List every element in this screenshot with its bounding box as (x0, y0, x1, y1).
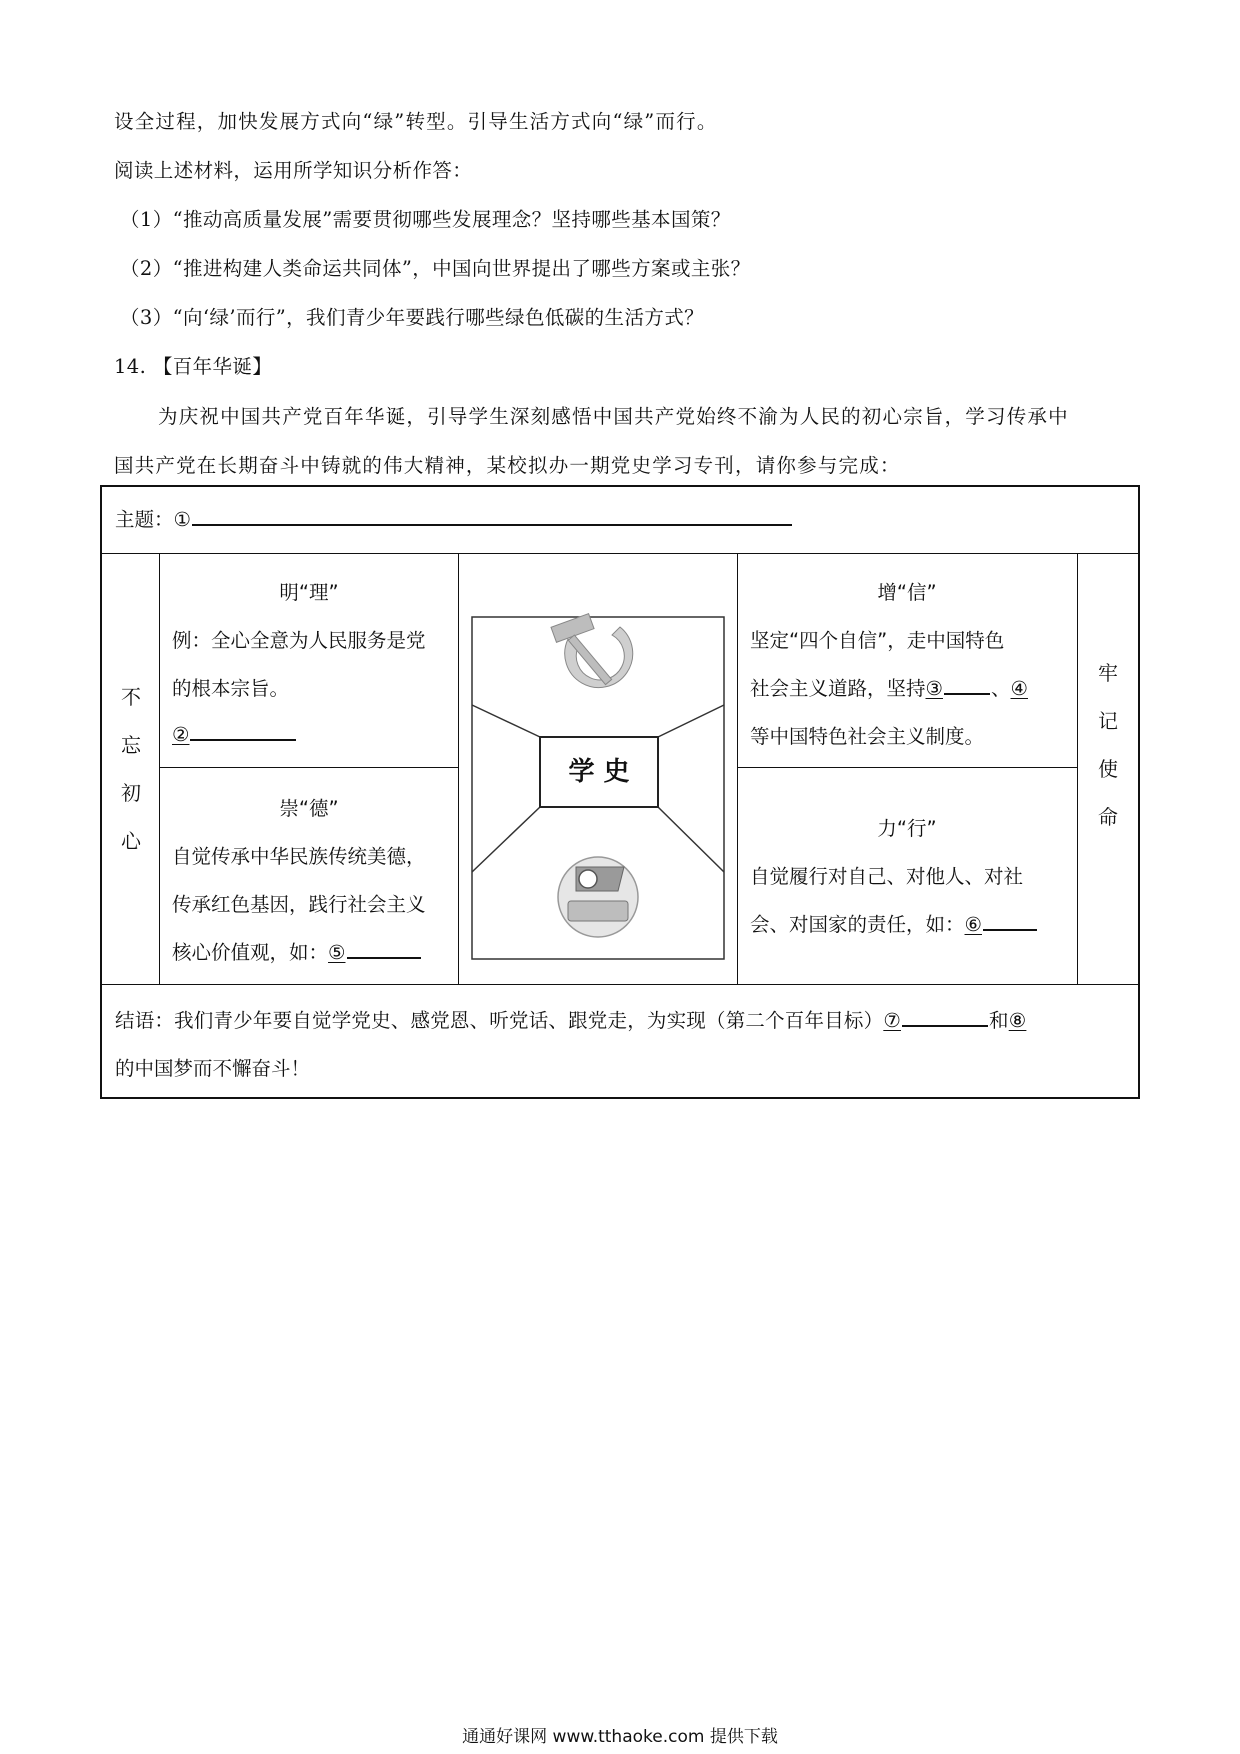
blank-6-line (983, 910, 1037, 932)
zeng-xin-line-2 (750, 665, 1028, 713)
q14-para-line-2: 国共产党在长期奋斗中铸就的伟大精神，某校拟办一期党史学习专刊，请你参与完成： (114, 454, 901, 477)
blank-1: ① (173, 508, 191, 531)
question-3: （3）“向‘绿’而行”，我们青少年要践行哪些绿色低碳的生活方式？ (120, 306, 705, 329)
conclusion-line-2: 的中国梦而不懈奋斗！ (115, 1057, 311, 1080)
blank-7: ⑦ (883, 1009, 901, 1032)
chong-de-line-1: 自觉传承中华民族传统美德， (172, 845, 426, 868)
col-divider-3 (737, 553, 738, 984)
blank-5-line (347, 938, 421, 960)
li-xing-line-2-text: 会、对国家的责任，如： (750, 913, 965, 936)
ming-li-blank-row (172, 711, 297, 759)
blank-5: ⑤ (328, 941, 346, 964)
zeng-xin-separator: 、 (991, 677, 1011, 700)
conclusion-text-1: 结语：我们青少年要自觉学党史、感党恩、听党话、跟党走，为实现（第二个百年目标） (115, 1009, 884, 1032)
row-divider-left (160, 767, 458, 768)
question-2: （2）“推进构建人类命运共同体”，中国向世界提出了哪些方案或主张？ (120, 257, 751, 280)
blank-8: ⑧ (1008, 1009, 1027, 1032)
zeng-xin-line-2-text: 社会主义道路，坚持 (750, 677, 926, 700)
zeng-xin-line-3: 等中国特色社会主义制度。 (750, 725, 985, 748)
chong-de-line-3-text: 核心价值观，如： (172, 941, 329, 964)
intro-line-1: 设全过程，加快发展方式向“绿”转型。引导生活方式向“绿”而行。 (114, 110, 718, 133)
q14-number: 14. (114, 355, 147, 378)
right-vertical-text (1093, 649, 1123, 841)
li-xing-line-2 (750, 901, 1038, 949)
youth-league-emblem-icon (558, 857, 638, 937)
col-divider-1 (159, 553, 160, 984)
party-history-table (100, 485, 1140, 1099)
q14-heading (114, 351, 272, 379)
zeng-xin-line-1: 坚定“四个自信”，走中国特色 (750, 629, 1005, 652)
left-vertical-text (116, 673, 146, 865)
blank-3: ③ (925, 677, 943, 700)
chong-de-line-3 (172, 929, 422, 977)
blank-6: ⑥ (964, 913, 982, 936)
blank-4: ④ (1010, 677, 1028, 700)
col-divider-2 (458, 553, 459, 984)
zeng-xin-title: 增“信” (877, 581, 937, 604)
page-footer: 通通好课网 www.tthaoke.com 提供下载 (462, 1727, 778, 1747)
party-emblem-icon (551, 614, 633, 688)
intro-line-2: 阅读上述材料，运用所学知识分析作答： (114, 159, 473, 182)
conclusion-and: 和 (989, 1009, 1009, 1032)
blank-3-line (944, 674, 990, 696)
party-history-illustration (468, 557, 730, 977)
col-divider-4 (1077, 553, 1078, 984)
left-vertical-label: 不忘初心 (121, 685, 141, 853)
q14-para-line-1: 为庆祝中国共产党百年华诞，引导学生深刻感悟中国共产党始终不渝为人民的初心宗旨，学习传承中 (158, 405, 1069, 428)
right-vertical-label: 牢记使命 (1098, 661, 1118, 829)
theme-label: 主题： (115, 508, 174, 531)
theme-row (115, 496, 793, 544)
row-divider-top (102, 553, 1138, 554)
ming-li-title: 明“理” (279, 581, 339, 604)
chong-de-title: 崇“德” (279, 797, 339, 820)
chong-de-line-2: 传承红色基因，践行社会主义 (172, 893, 426, 916)
row-divider-bottom (102, 984, 1138, 985)
li-xing-line-1: 自觉履行对自己、对他人、对社 (750, 865, 1024, 888)
q14-title: 【百年华诞】 (152, 355, 273, 378)
li-xing-title: 力“行” (877, 817, 937, 840)
conclusion-line-1 (115, 997, 1026, 1045)
blank-7-line (902, 1006, 988, 1028)
ming-li-line-2: 的根本宗旨。 (172, 677, 290, 700)
blank-2-line (190, 720, 296, 742)
center-label: 学 史 (568, 757, 630, 787)
row-divider-right (737, 767, 1077, 768)
blank-2: ② (172, 723, 190, 746)
ming-li-line-1: 例：全心全意为人民服务是党 (172, 629, 426, 652)
question-1: （1）“推动高质量发展”需要贯彻哪些发展理念？坚持哪些基本国策？ (120, 208, 731, 231)
blank-1-line (192, 505, 792, 527)
